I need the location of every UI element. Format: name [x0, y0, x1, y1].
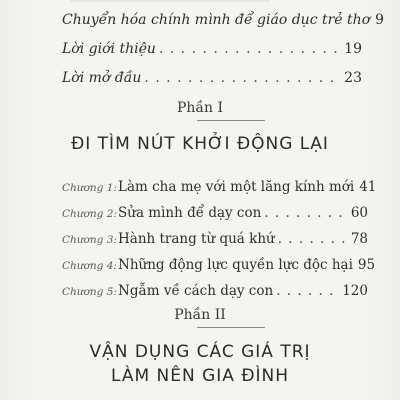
chapter-page: 120	[342, 283, 368, 299]
chapter-entry	[62, 226, 368, 252]
chapter-page: 78	[350, 231, 368, 247]
toc-entry-title: Lời mở đầu	[62, 70, 142, 86]
part-label: Phần I	[176, 100, 223, 116]
chapter-entry	[62, 174, 377, 200]
chapter-entry	[62, 278, 368, 304]
top-edge-shadow	[70, 0, 270, 2]
chapter-entry	[62, 200, 368, 226]
chapter-number: Chương 3:	[62, 234, 117, 246]
dot-leader	[264, 200, 349, 226]
chapter-page: 41	[359, 179, 377, 195]
dot-leader	[144, 64, 342, 93]
part-label: Phần II	[174, 307, 226, 323]
toc-entry-page: 19	[344, 41, 362, 57]
chapter-number: Chương 1:	[62, 182, 117, 194]
chapter-title: Sửa mình để dạy con	[118, 205, 262, 221]
front-matter-list	[62, 6, 385, 93]
toc-entry-title: Chuyển hóa chính mình để giáo dục trẻ thơ	[62, 12, 371, 28]
toc-entry	[62, 35, 362, 64]
dot-leader	[159, 35, 342, 64]
chapter-title: Ngẫm về cách dạy con	[118, 283, 274, 299]
chapter-page: 60	[350, 205, 368, 221]
chapter-entry	[62, 252, 376, 278]
toc-entry-title: Lời giới thiệu	[62, 41, 156, 57]
chapter-list	[62, 174, 377, 304]
toc-entry	[62, 6, 385, 35]
chapter-number: Chương 2:	[62, 208, 117, 220]
part-title-line: LÀM NÊN GIA ĐÌNH	[110, 366, 290, 386]
toc-entry	[62, 64, 362, 93]
chapter-title: Những động lực quyền lực độc hại	[118, 257, 353, 273]
part-rule	[197, 120, 265, 121]
part-title: ĐI TÌM NÚT KHỞI ĐỘNG LẠI	[71, 134, 329, 154]
chapter-title: Hành trang từ quá khứ	[118, 231, 275, 247]
part-title-line: VẬN DỤNG CÁC GIÁ TRỊ	[89, 342, 311, 362]
chapter-page: 95	[357, 257, 376, 273]
dot-leader	[276, 278, 340, 304]
chapter-title: Làm cha mẹ với một lăng kính mới	[118, 179, 355, 195]
toc-entry-page: 23	[344, 70, 362, 86]
chapter-number: Chương 5:	[62, 286, 117, 298]
dot-leader	[278, 226, 349, 252]
part-rule	[197, 327, 265, 328]
toc-entry-page: 9	[375, 12, 385, 28]
chapter-number: Chương 4:	[62, 260, 117, 272]
